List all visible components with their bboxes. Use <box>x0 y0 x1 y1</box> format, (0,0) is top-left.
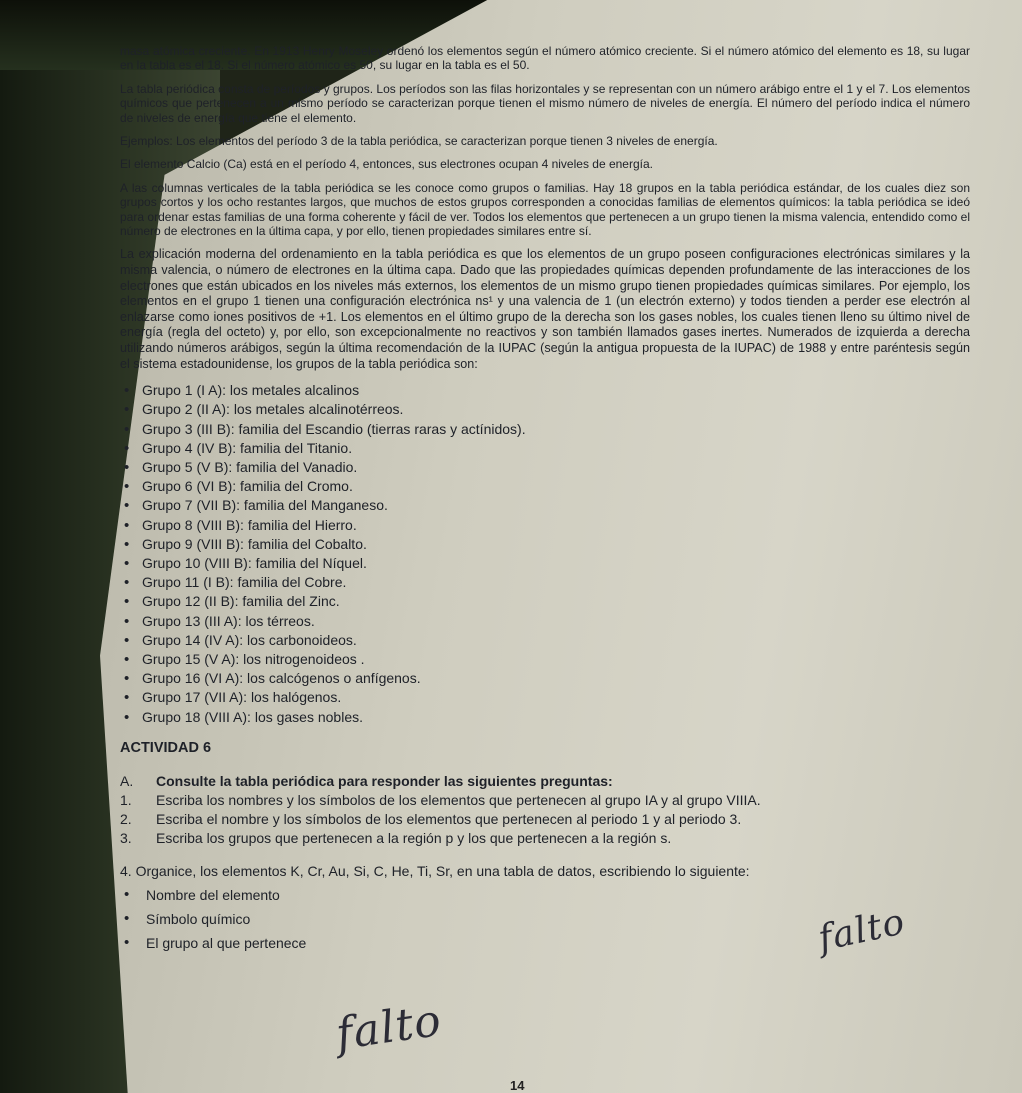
list-item: • Grupo 18 (VIII A): los gases nobles. <box>120 708 970 727</box>
list-item: • Grupo 5 (V B): familia del Vanadio. <box>120 458 970 477</box>
list-item: • Grupo 1 (I A): los metales alcalinos <box>120 381 970 400</box>
list-item: • Grupo 2 (II A): los metales alcalinotérreos. <box>120 400 970 419</box>
groups-list <box>120 381 970 727</box>
list-item: • Grupo 14 (IV A): los carbonoideos. <box>120 631 970 650</box>
list-item: • Grupo 13 (III A): los térreos. <box>120 612 970 631</box>
handwritten-note: falto <box>332 994 445 1061</box>
question-1 <box>120 791 970 810</box>
handwritten-note: falto <box>814 901 909 960</box>
question-number: 3. <box>120 830 132 847</box>
intro-paragraph-2: La tabla periódica consta de períodos y grupos. Los períodos son las filas horizontales y se representan con un número arábigo entre el 1 y el 7. Los elementos químicos que pertenecen a un mismo período se caracterizan porque tienen el mismo número de niveles de energía. El número del período indica el número de niveles de energía que tiene el elemento. <box>120 81 970 125</box>
page-number: 14 <box>510 1078 525 1093</box>
list-item: • Grupo 4 (IV B): familia del Titanio. <box>120 439 970 458</box>
explanation-paragraph: La explicación moderna del ordenamiento en la tabla periódica es que los elementos de un grupo poseen configuraciones electrónicas similares y la misma valencia, o número de electrones en la última capa. Dado que las propiedades químicas dependen profundamente de las interacciones de los electrones que están ubicados en los niveles más externos, los elementos de un mismo grupo tienen propiedades químicas similares. Por ejemplo, los elementos en el grupo 1 tienen una configuración electrónica ns¹ y una valencia de 1 (un electrón externo) y todos tienden a perder ese electrón al enlazarse como iones positivos de +1. Los elementos en el último grupo de la derecha son los gases nobles, los cuales tienen lleno su último nivel de energía (regla del octeto) y, por ello, son excepcionalmente no reactivos y son también llamados gases inertes. Numerados de izquierda a derecha utilizando números arábigos, según la última recomendación de la IUPAC (según la antigua propuesta de la IUPAC) de 1988 y entre paréntesis según el sistema estadounidense, los grupos de la tabla periódica son: <box>120 247 970 371</box>
question-text: Escriba los nombres y los símbolos de los elementos que pertenecen al grupo IA y al grupo VIIIA. <box>156 792 761 809</box>
intro-paragraph-4: El elemento Calcio (Ca) está en el período 4, entonces, sus electrones ocupan 4 niveles de energía. <box>120 157 653 172</box>
list-item: • Grupo 8 (VIII B): familia del Hierro. <box>120 516 970 535</box>
list-item: • Grupo 10 (VIII B): familia del Níquel. <box>120 554 970 573</box>
list-item: • Grupo 9 (VIII B): familia del Cobalto. <box>120 535 970 554</box>
intro-paragraph-3: Ejemplos: Los elementos del período 3 de la tabla periódica, se caracterizan porque tienen 3 niveles de energía. <box>120 134 718 149</box>
question-text: Escriba los grupos que pertenecen a la región p y los que pertenecen a la región s. <box>156 830 672 847</box>
intro-paragraph-1: masa atómica creciente. En 1913 Henry Moseley ordenó los elementos según el número atómico creciente. Si el número atómico del elemento es 18, su lugar en la tabla es el 18. Si el número atómico es 50, su lugar en la tabla es el 50. <box>120 44 970 73</box>
list-item: • Grupo 3 (III B): familia del Escandio (tierras raras y actínidos). <box>120 420 970 439</box>
list-item: • Grupo 16 (VI A): los calcógenos o anfígenos. <box>120 669 970 688</box>
list-item: • Grupo 17 (VII A): los halógenos. <box>120 688 970 707</box>
question-text: Escriba el nombre y los símbolos de los elementos que pertenecen al periodo 1 y al periodo 3. <box>156 811 742 828</box>
activity-section <box>120 772 970 791</box>
list-item: • Grupo 15 (V A): los nitrogenoideos . <box>120 650 970 669</box>
question-3 <box>120 829 970 848</box>
question-2 <box>120 810 970 829</box>
activity-title: ACTIVIDAD 6 <box>120 739 212 756</box>
question-4: 4. Organice, los elementos K, Cr, Au, Si, C, He, Ti, Sr, en una tabla de datos, escribiendo lo siguiente: <box>120 863 750 880</box>
list-item: • Nombre del elemento <box>120 883 970 907</box>
question-number: 1. <box>120 792 132 809</box>
intro-paragraph-5: A las columnas verticales de la tabla periódica se les conoce como grupos o familias. Hay 18 grupos en la tabla periódica estándar, de los cuales diez son grupos cortos y los ocho restantes largos, que muchos de estos grupos corresponden a conocidas familias de elementos químicos: la tabla periódica se ideó para ordenar estas familias de una forma coherente y fácil de ver. Todos los elementos que pertenecen a un grupo tienen la misma valencia, entendido como el número de electrones en la última capa, y por ello, tienen propiedades similares entre sí. <box>120 180 970 239</box>
section-label: A. <box>120 773 134 790</box>
document-text <box>120 44 970 955</box>
list-item: • Grupo 11 (I B): familia del Cobre. <box>120 573 970 592</box>
list-item: • Grupo 6 (VI B): familia del Cromo. <box>120 477 970 496</box>
section-text: Consulte la tabla periódica para responder las siguientes preguntas: <box>156 773 613 790</box>
list-item: • Símbolo químico <box>120 907 970 931</box>
question-number: 2. <box>120 811 132 828</box>
list-item: • Grupo 7 (VII B): familia del Manganeso. <box>120 496 970 515</box>
list-item: • El grupo al que pertenece <box>120 931 970 955</box>
list-item: • Grupo 12 (II B): familia del Zinc. <box>120 592 970 611</box>
